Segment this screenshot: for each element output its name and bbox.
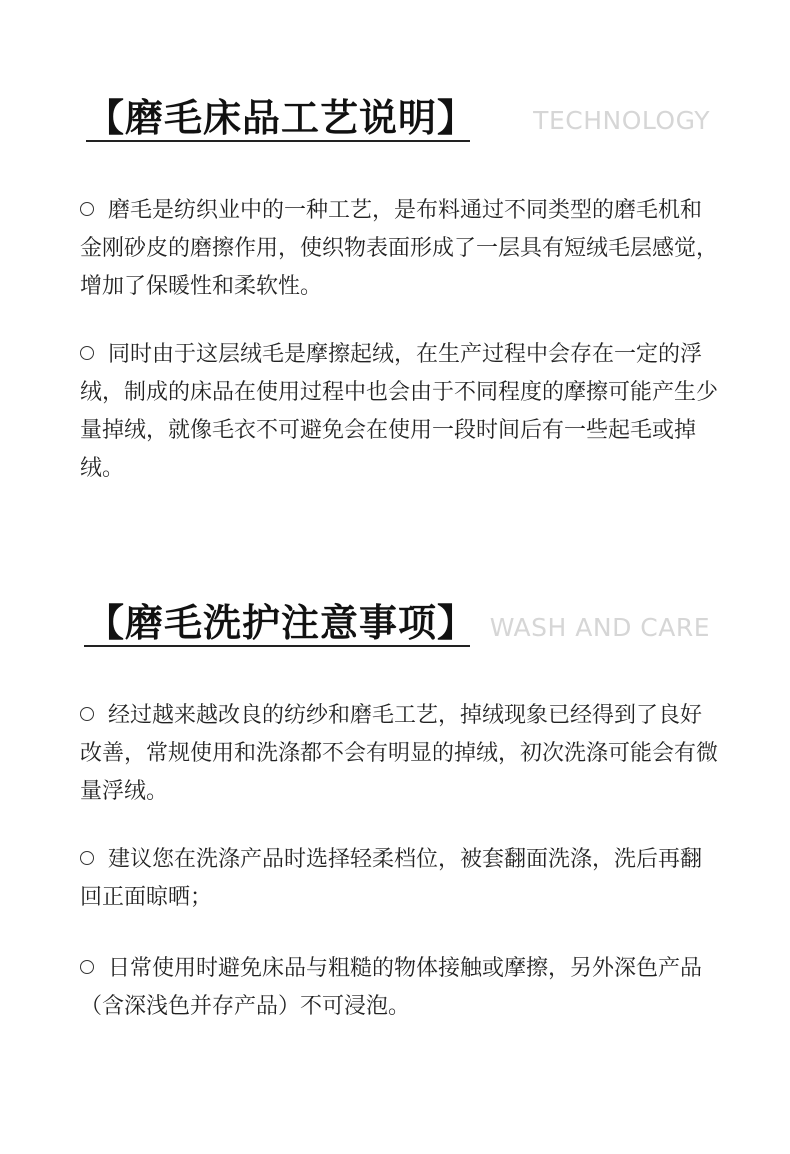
paragraph-text: 磨毛是纺织业中的一种工艺，是布料通过不同类型的磨毛机和金刚砂皮的磨擦作用，使织物表面形成了一层具有短绒毛层感觉，增加了保暖性和柔软性。 [80, 198, 719, 299]
paragraph [80, 841, 720, 917]
paragraph-text: 经过越来越改良的纺纱和磨毛工艺，掉绒现象已经得到了良好改善，常规使用和洗涤都不会有明显的掉绒，初次洗涤可能会有微量浮绒。 [80, 703, 719, 804]
section-title: 【磨毛床品工艺说明】 [86, 96, 477, 140]
paragraph-text: 建议您在洗涤产品时选择轻柔档位，被套翻面洗涤，洗后再翻回正面晾晒； [80, 847, 703, 910]
title-underline [86, 140, 470, 142]
title-underline [84, 645, 470, 647]
paragraph [80, 697, 720, 811]
section-title: 【磨毛洗护注意事项】 [86, 601, 477, 645]
paragraph-text: 日常使用时避免床品与粗糙的物体接触或摩擦，另外深色产品（含深浅色并存产品）不可浸泡。 [80, 956, 703, 1019]
circle-bullet-icon [80, 707, 94, 721]
circle-bullet-icon [80, 851, 94, 865]
circle-bullet-icon [80, 346, 94, 360]
section-header [0, 598, 790, 668]
paragraph [80, 950, 720, 1026]
circle-bullet-icon [80, 960, 94, 974]
paragraph [80, 192, 720, 306]
paragraph-text: 同时由于这层绒毛是摩擦起绒，在生产过程中会存在一定的浮绒，制成的床品在使用过程中也会由于不同程度的摩擦可能产生少量掉绒，就像毛衣不可避免会在使用一段时间后有一些起毛或掉绒。 [80, 342, 719, 481]
circle-bullet-icon [80, 202, 94, 216]
section-header [0, 93, 790, 163]
section-subtitle: WASH AND CARE [489, 613, 710, 642]
section-technology [0, 93, 790, 163]
section-wash-and-care [0, 598, 790, 668]
paragraph [80, 336, 720, 488]
section-subtitle: TECHNOLOGY [533, 106, 710, 135]
